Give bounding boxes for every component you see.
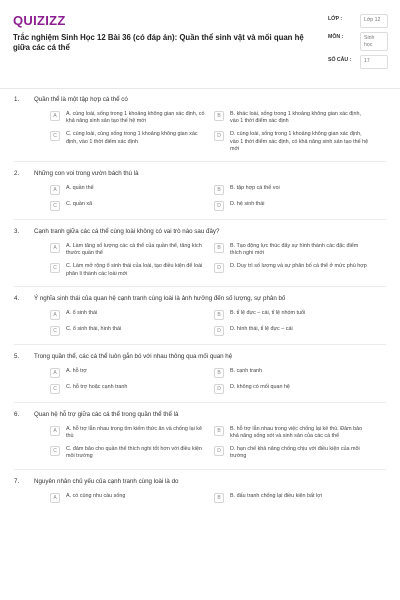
option-text: D. hình thái, tỉ lệ đực – cái (230, 325, 293, 332)
option-text: A. có cùng nhu cầu sống (66, 492, 126, 499)
worksheet-header (0, 0, 400, 89)
option-text: B. tỉ lệ đực – cái, tỉ lệ nhóm tuổi (230, 309, 306, 316)
question-2 (14, 170, 390, 211)
option-text: C. đảm bảo cho quần thể thích nghi tốt hơn với điều kiện môi trường (66, 446, 202, 460)
option-text: A. cùng loài, sống trong 1 khoảng không gian xác định, có khả năng sinh sản tạo thế hệ mới (66, 111, 205, 125)
question-text: Quần thể là một tập hợp cá thể có (34, 96, 128, 103)
question-number: 1. (14, 96, 20, 103)
option-text: A. hỗ trợ (66, 367, 87, 374)
divider (14, 344, 386, 345)
option-d[interactable] (214, 446, 370, 460)
meta-subject (328, 32, 388, 51)
option-text: A. quần thể (66, 185, 94, 192)
option-letter-badge: A (50, 243, 60, 253)
option-b[interactable] (214, 243, 370, 257)
question-text: Trong quần thể, các cá thể luôn gắn bó với nhau thông qua mối quan hệ (34, 352, 233, 360)
option-d[interactable] (214, 384, 370, 394)
option-a[interactable] (50, 310, 206, 320)
option-a[interactable] (50, 368, 206, 378)
option-text: D. hạn chế khả năng chống chịu với điều kiện của môi trường (230, 446, 360, 460)
quizizz-logo: QUIZIZZ (13, 13, 66, 28)
divider (14, 402, 386, 403)
meta-question-count (328, 55, 388, 69)
option-text: D. hệ sinh thái (230, 201, 265, 208)
option-letter-badge: B (214, 111, 224, 121)
question-number: 6. (14, 410, 20, 418)
option-c[interactable] (50, 446, 206, 460)
option-letter-badge: A (50, 310, 60, 320)
option-text: B. khác loài, sống trong 1 khoảng không gian xác định, vào 1 thời điểm xác định (230, 111, 361, 125)
options (50, 368, 370, 394)
option-letter-badge: C (50, 131, 60, 141)
options (50, 243, 370, 278)
option-letter-badge: D (214, 384, 224, 394)
divider (14, 286, 386, 287)
option-text: C. quần xã (66, 201, 93, 208)
question-text: Nguyên nhân chủ yếu của cạnh tranh cùng loài là do (34, 477, 179, 485)
option-letter-badge: D (214, 201, 224, 211)
question-6 (14, 411, 390, 461)
question-number: 7. (14, 477, 20, 485)
option-letter-badge: B (214, 185, 224, 195)
option-text: C. ổ sinh thái, hình thái (66, 325, 122, 332)
option-letter-badge: A (50, 185, 60, 195)
meta-class (328, 14, 388, 28)
option-text: A. hỗ trợ lẫn nhau trong tìm kiếm thức ăn và chống lại kẻ thù (66, 425, 202, 440)
divider (14, 219, 386, 220)
meta-label: LỚP : (328, 16, 343, 22)
option-text: C. hỗ trợ hoặc cạnh tranh (66, 383, 128, 390)
meta-label: SỐ CÂU : (328, 57, 352, 63)
option-b[interactable] (214, 493, 370, 503)
option-text: D. không có mối quan hệ (230, 383, 290, 390)
option-letter-badge: D (214, 326, 224, 336)
option-a[interactable] (50, 426, 206, 440)
option-letter-badge: B (214, 493, 224, 503)
question-number: 4. (14, 294, 20, 302)
option-a[interactable] (50, 243, 206, 257)
option-text: B. đấu tranh chống lại điều kiện bất lợi (230, 492, 322, 499)
option-a[interactable] (50, 493, 206, 503)
option-letter-badge: B (214, 310, 224, 320)
question-number: 2. (14, 170, 20, 178)
question-text: Những con voi trong vườn bách thú là (34, 170, 139, 178)
option-letter-badge: C (50, 201, 60, 211)
option-text: A. ổ sinh thái (66, 309, 98, 316)
option-letter-badge: A (50, 426, 60, 436)
option-b[interactable] (214, 368, 370, 378)
options (50, 493, 370, 503)
option-letter-badge: D (214, 263, 224, 273)
option-text: B. Tạo động lực thúc đẩy sự hình thành các đặc điểm thích nghi mới (230, 243, 359, 257)
option-c[interactable] (50, 263, 206, 277)
meta-value: 17 (360, 55, 388, 69)
option-b[interactable] (214, 310, 370, 320)
option-text: B. cạnh tranh (230, 367, 263, 374)
option-letter-badge: D (214, 131, 224, 141)
option-letter-badge: D (214, 446, 224, 456)
option-letter-badge: C (50, 384, 60, 394)
question-1 (14, 96, 390, 153)
worksheet-title: Trắc nghiệm Sinh Học 12 Bài 36 (có đáp án): Quần thể sinh vật và mối quan hệ giữa các cá thể (13, 33, 304, 52)
option-text: C. Làm mở rộng ổ sinh thái của loài, tạo điều kiện để loài phân li thành các loài mới (66, 263, 203, 277)
option-text: C. cùng loài, cùng sống trong 1 khoảng không gian xác định, vào 1 thời điểm xác định (66, 131, 198, 145)
option-a[interactable] (50, 111, 206, 125)
option-letter-badge: B (214, 368, 224, 378)
question-4 (14, 295, 390, 336)
option-letter-badge: C (50, 263, 60, 273)
option-text: B. tập hợp cá thể voi (230, 185, 280, 192)
question-3 (14, 228, 390, 278)
option-c[interactable] (50, 201, 206, 211)
option-d[interactable] (214, 263, 370, 277)
question-number: 5. (14, 352, 20, 360)
options (50, 310, 370, 336)
question-list (0, 96, 400, 503)
meta-label: MÔN : (328, 34, 344, 40)
option-letter-badge: B (214, 243, 224, 253)
options (50, 111, 370, 153)
meta-panel (328, 14, 388, 73)
option-c[interactable] (50, 131, 206, 153)
question-number: 3. (14, 228, 20, 236)
question-text: Quan hệ hỗ trợ giữa các cá thể trong quần thể thể là (34, 410, 179, 418)
option-letter-badge: B (214, 426, 224, 436)
options (50, 426, 370, 461)
option-text: A. Làm tăng số lượng các cá thể của quần thể, tăng kích thước quần thể (66, 243, 202, 257)
divider (14, 161, 386, 162)
option-c[interactable] (50, 326, 206, 336)
option-d[interactable] (214, 201, 370, 211)
option-b[interactable] (214, 111, 370, 125)
option-letter-badge: A (50, 493, 60, 503)
option-letter-badge: C (50, 446, 60, 456)
question-text: Cạnh tranh giữa các cá thể cùng loài không có vai trò nào sau đây? (34, 228, 220, 236)
option-a[interactable] (50, 185, 206, 195)
option-d[interactable] (214, 326, 370, 336)
option-b[interactable] (214, 185, 370, 195)
option-b[interactable] (214, 426, 370, 440)
divider (14, 469, 386, 470)
option-d[interactable] (214, 131, 370, 153)
question-5 (14, 353, 390, 394)
question-7 (14, 478, 390, 503)
options (50, 185, 370, 211)
meta-value: Sinh học (360, 32, 388, 51)
question-text: Ý nghĩa sinh thái của quan hệ cạnh tranh cùng loài là ảnh hưởng đến số lượng, sự phân bố (34, 294, 286, 302)
option-letter-badge: C (50, 326, 60, 336)
option-text: D. Duy trì số lượng và sự phân bố cá thể ở mức phù hợp (230, 263, 367, 270)
option-c[interactable] (50, 384, 206, 394)
option-text: D. cùng loài, sống trong 1 khoảng không gian xác định, vào 1 thời điểm xác định, có khả năng sinh sản tạo thế hệ mới (230, 131, 369, 152)
option-letter-badge: A (50, 111, 60, 121)
option-text: B. hỗ trợ lẫn nhau trong việc chống lại kẻ thù. Đảm bảo khả năng sống sót và sinh sản của các cá thể (230, 425, 363, 440)
option-letter-badge: A (50, 368, 60, 378)
meta-value: Lớp 12 (360, 14, 388, 28)
